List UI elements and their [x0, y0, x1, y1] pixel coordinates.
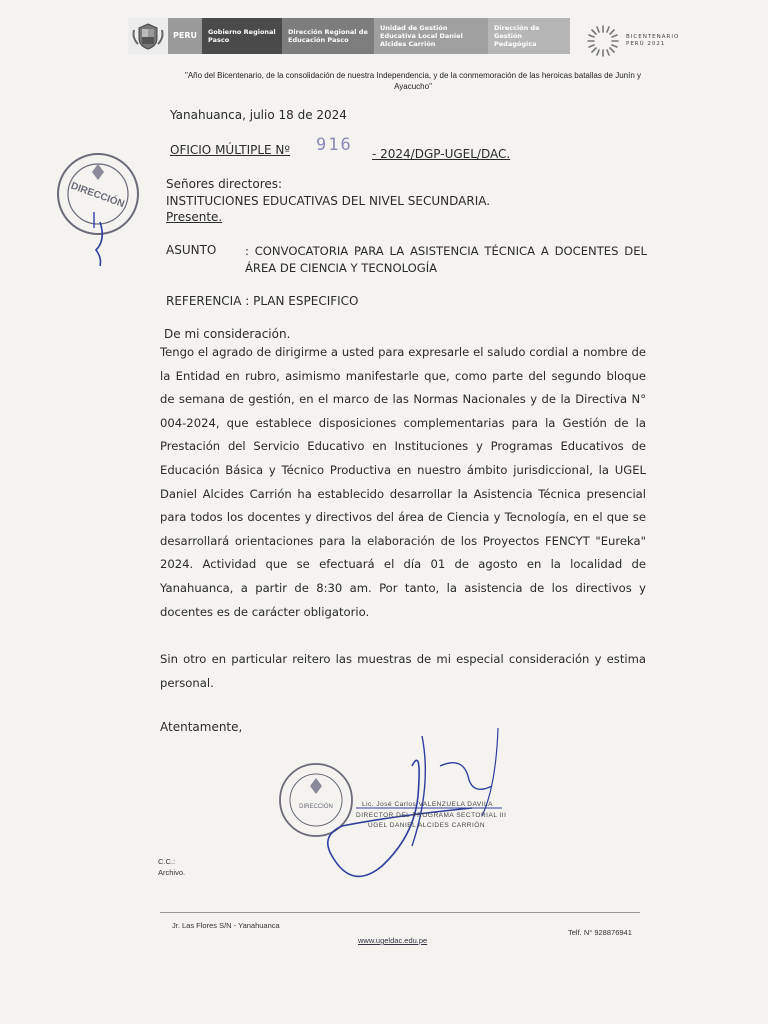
- referencia: REFERENCIA : PLAN ESPECIFICO: [166, 294, 359, 308]
- direccion-gestion-label: Dirección de Gestión Pedagógica: [488, 18, 570, 54]
- ugel-label: Unidad de Gestión Educativa Local Daniel Alcides Carrión: [374, 18, 488, 54]
- footer-website-link[interactable]: www.ugeldac.edu.pe: [358, 936, 428, 945]
- gobierno-regional-label: Gobierno Regional Pasco: [202, 18, 282, 54]
- recipients: INSTITUCIONES EDUCATIVAS DEL NIVEL SECUNDARIA.: [166, 194, 491, 208]
- signature-stamp-text: DIRECCIÓN: [299, 804, 333, 810]
- year-motto: "Año del Bicentenario, de la consolidación de nuestra Independencia, y de la conmemoración de las heroicas batallas de Junín y Ayacucho": [184, 71, 642, 91]
- presente: Presente.: [166, 210, 223, 224]
- letter-body: Tengo el agrado de dirigirme a usted para expresarle el saludo cordial a nombre de la Entidad en rubro, asimismo manifestarle que, como parte del segundo bloque de semana de gestión, en el marco de las Normas Nacionales y de la Directiva N° 004-2024, que establece disposiciones complementarias para la Gestión de la Prestación del Servicio Educativo en Instituciones y Programas Educativos de Educación Básica y Técnico Productiva en nuestro ámbito jurisdiccional, la UGEL Daniel Alcides Carrión ha establecido desarrollar la Asistencia Técnica presencial para todos los docentes y directivos del área de Ciencia y Tecnología, en el que se desarrollará orientaciones para la elaboración de los Proyectos FENCYT "Eureka" 2024. Actividad que se efectuará el día 01 de agosto en la localidad de Yanahuanca, a partir de 8:30 am. Por tanto, la asistencia de los directivos y docentes es de carácter obligatorio.: [160, 345, 646, 619]
- footer-address: Jr. Las Flores S/N - Yanahuanca: [172, 921, 280, 930]
- ministry-seal-stamp: [54, 150, 146, 270]
- bicentenario-logo: [586, 24, 679, 58]
- signer-name: Lic. José Carlos VALENZUELA DAVILA: [362, 801, 493, 808]
- peru-coat-of-arms-icon: [128, 18, 168, 54]
- cc-value: Archivo.: [158, 868, 186, 877]
- closing-line: Sin otro en particular reitero las muestras de mi especial consideración y estima personal.: [160, 652, 646, 690]
- peru-label: PERU: [168, 18, 202, 54]
- opening: De mi consideración.: [164, 327, 291, 341]
- bicentenario-sub-label: PERÚ 2021: [626, 41, 666, 47]
- letterhead-band: [128, 18, 570, 54]
- signer-title: DIRECTOR DEL PROGRAMA SECTORIAL III: [356, 812, 507, 819]
- oficio-prefix: OFICIO MÚLTIPLE Nº: [170, 143, 291, 157]
- oficio-suffix: - 2024/DGP-UGEL/DAC.: [372, 147, 511, 161]
- salutation: Señores directores:: [166, 177, 283, 191]
- place-date: Yanahuanca, julio 18 de 2024: [170, 108, 347, 122]
- asunto-value: : CONVOCATORIA PARA LA ASISTENCIA TÉCNICA A DOCENTES DEL ÁREA DE CIENCIA Y TECNOLOGÍA: [245, 244, 647, 275]
- bicentenario-sun-icon: [586, 24, 620, 58]
- bicentenario-label: BICENTENARIO: [626, 34, 680, 40]
- signature-block: [272, 726, 512, 896]
- signer-org: UGEL DANIEL ALCIDES CARRIÓN: [368, 822, 486, 829]
- farewell: Atentamente,: [160, 720, 243, 734]
- direccion-regional-label: Dirección Regional de Educación Pasco: [282, 18, 374, 54]
- footer-phone: Telf. N° 928876941: [568, 928, 632, 937]
- footer-divider: [160, 912, 640, 913]
- cc-label: C.C.:: [158, 857, 176, 866]
- seal-center-text: DIRECCIÓN: [69, 180, 126, 211]
- asunto-label: ASUNTO: [166, 243, 217, 257]
- oficio-number: 916: [316, 135, 353, 155]
